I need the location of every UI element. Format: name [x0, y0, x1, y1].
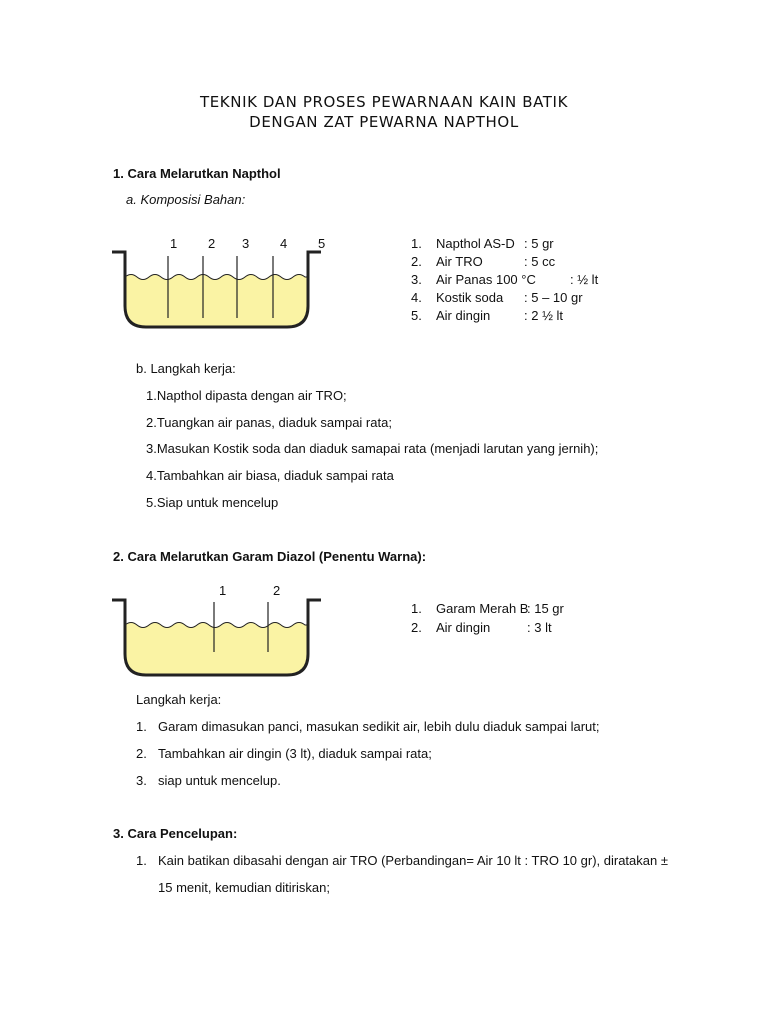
step-text: Tambahkan air dingin (3 lt), diaduk sampai rata; [158, 746, 432, 761]
step-text: siap untuk mencelup. [158, 773, 281, 788]
material-number: 4. [411, 290, 422, 305]
step-text: Garam dimasukan panci, masukan sedikit air, lebih dulu diaduk sampai larut; [158, 719, 600, 734]
napthol-pot-diagram [110, 240, 330, 340]
section-1-sub-b: b. Langkah kerja: [136, 361, 236, 376]
material-quantity: : 2 ½ lt [524, 308, 564, 323]
material-name: Garam Merah B [436, 601, 529, 616]
pot-1-label-5: 5 [318, 236, 326, 251]
material-name: Kostik soda [436, 290, 504, 305]
list-item: 3.Masukan Kostik soda dan diaduk samapai rata (menjadi larutan yang jernih); [146, 441, 599, 456]
list-item: 1.Napthol dipasta dengan air TRO; [146, 388, 347, 403]
material-quantity: : 5 gr [524, 236, 554, 251]
section-1-sub-a: a. Komposisi Bahan: [126, 192, 246, 207]
material-quantity: : 5 cc [524, 254, 556, 269]
list-item: 4.Tambahkan air biasa, diaduk sampai rata [146, 468, 394, 483]
material-quantity: : ½ lt [570, 272, 599, 287]
material-number: 2. [411, 254, 422, 269]
material-quantity: : 15 gr [527, 601, 564, 616]
pot-1-liquid [125, 275, 308, 328]
diazol-pot-diagram [110, 588, 330, 688]
pot-1-label-2: 2 [208, 236, 216, 251]
material-name: Air dingin [436, 308, 491, 323]
step-number: 2. [136, 746, 147, 761]
material-number: 1. [411, 236, 422, 251]
material-quantity: : 3 lt [527, 620, 552, 635]
list-item: 5.Siap untuk mencelup [146, 495, 279, 510]
material-number: 3. [411, 272, 422, 287]
step-text-line-1: Kain batikan dibasahi dengan air TRO (Perbandingan= Air 10 lt : TRO 10 gr), diratakan ± [158, 853, 668, 868]
material-name: Napthol AS-D [436, 236, 515, 251]
section-1-heading: 1. Cara Melarutkan Napthol [113, 166, 281, 181]
material-name: Air TRO [436, 254, 483, 269]
pot-1-label-1: 1 [170, 236, 178, 251]
pot-2-label-2: 2 [273, 583, 281, 598]
document-title-line-1: TEKNIK DAN PROSES PEWARNAAN KAIN BATIK [199, 93, 569, 111]
pot-1-label-4: 4 [280, 236, 288, 251]
section-2-sub: Langkah kerja: [136, 692, 222, 707]
step-number: 3. [136, 773, 147, 788]
pot-2-liquid [125, 623, 308, 676]
document-title-line-2: DENGAN ZAT PEWARNA NAPTHOL [249, 113, 519, 131]
section-2-heading: 2. Cara Melarutkan Garam Diazol (Penentu Warna): [113, 549, 427, 564]
material-name: Air dingin [436, 620, 491, 635]
material-number: 2. [411, 620, 422, 635]
pot-2-label-1: 1 [219, 583, 227, 598]
section-3-heading: 3. Cara Pencelupan: [113, 826, 238, 841]
material-number: 1. [411, 601, 422, 616]
material-quantity: : 5 – 10 gr [524, 290, 583, 305]
pot-1-label-3: 3 [242, 236, 250, 251]
material-number: 5. [411, 308, 422, 323]
step-number: 1. [136, 853, 147, 868]
step-number: 1. [136, 719, 147, 734]
step-text-line-2: 15 menit, kemudian ditiriskan; [158, 880, 330, 895]
material-name: Air Panas 100 °C [436, 272, 536, 287]
list-item: 2.Tuangkan air panas, diaduk sampai rata; [146, 415, 392, 430]
